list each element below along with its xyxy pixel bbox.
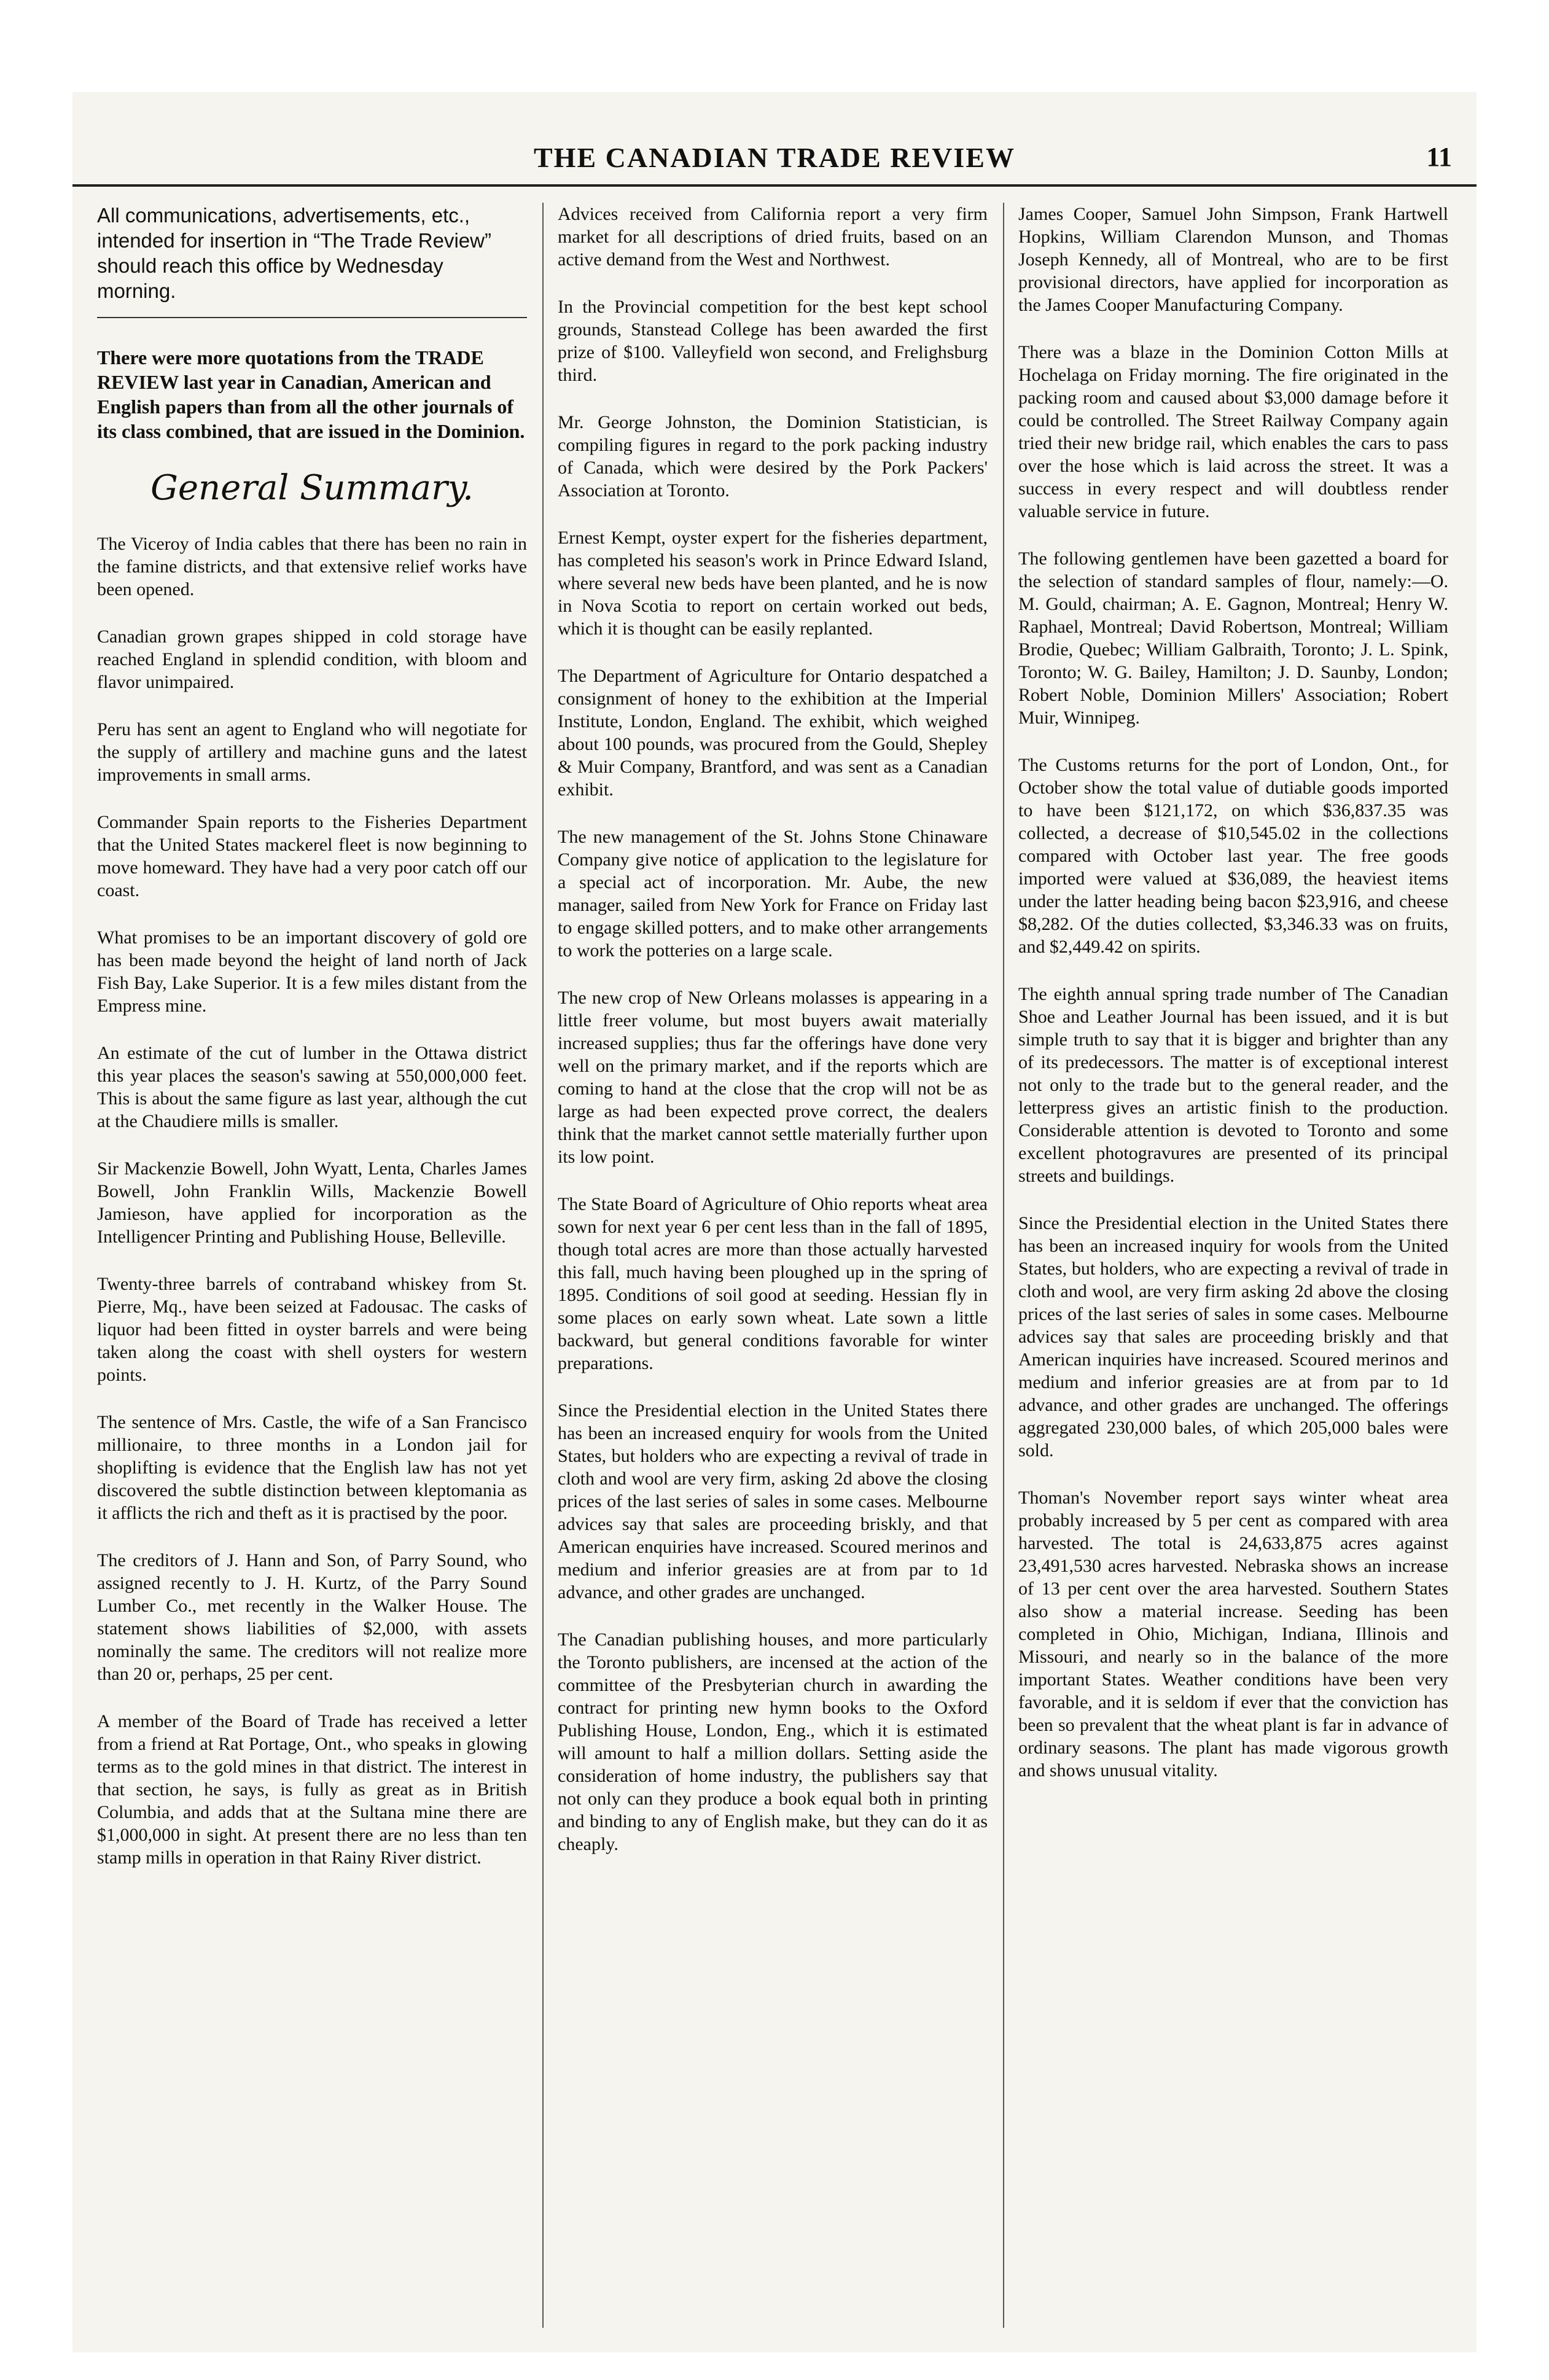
article-paragraph: What promises to be an important discovery of gold ore has been made beyond the height of land north of Jack Fish Bay, Lake Superior. It is a few miles distant from the Empress mine. (97, 927, 527, 1016)
article-paragraph: There was a blaze in the Dominion Cotton Mills at Hochelaga on Friday morning. The fire originated in the packing room and caused about $3,000 damage before it could be controlled. The Street Railway Company again tried their new bridge rail, which enables the cars to pass over the hose which is laid across the street. It was a success in every respect and will doubtless render valuable service in future. (1018, 342, 1448, 521)
masthead (72, 129, 1477, 187)
article-paragraph: The new management of the St. Johns Stone Chinaware Company give notice of application to the legislature for a special act of incorporation. Mr. Aube, the new manager, sailed from New York for France on Friday last to engage skilled potters, and to make other arrangements to work the potteries on a large scale. (558, 827, 988, 961)
article-paragraph: The sentence of Mrs. Castle, the wife of a San Francisco millionaire, to three months in a London jail for shoplifting is evidence that the English law has not yet discovered the subtle distinction between kleptomania as it afflicts the rich and theft as it is practised by the poor. (97, 1412, 527, 1523)
article-paragraph: The following gentlemen have been gazetted a board for the selection of standard samples of flour, namely:—O. M. Gould, chairman; A. E. Gagnon, Montreal; Henry W. Raphael, Montreal; David Robertson, Montreal; William Brodie, Quebec; William Galbraith, Toronto; J. L. Spink, Toronto; W. G. Bailey, Hamilton; J. D. Saunby, London; Robert Noble, Dominion Millers' Association; Robert Muir, Winnipeg. (1018, 548, 1448, 728)
column-rule (542, 203, 544, 2328)
communications-notice: All communications, advertisements, etc., intended for insertion in “The Trade Review” should reach this office by Wednesday morning. (97, 203, 527, 318)
article-paragraph: James Cooper, Samuel John Simpson, Frank Hartwell Hopkins, William Clarendon Munson, and Thomas Joseph Kennedy, all of Montreal, who are to be first provisional directors, have applied for incorporation as the James Cooper Manufacturing Company. (1018, 204, 1448, 315)
article-paragraph: Peru has sent an agent to England who will negotiate for the supply of artillery and machine guns and the latest improvements in small arms. (97, 719, 527, 785)
article-paragraph: Thoman's November report says winter wheat area probably increased by 5 per cent as compared with area harvested. The total is 24,633,875 acres against 23,491,530 acres harvested. Nebraska shows an increase of 13 per cent over the area harvested. Southern States also show a material increase. Seeding has been completed in Ohio, Michigan, Indiana, Illinois and Missouri, and nearly so in the balance of the more important States. Weather conditions have been very favorable, and it is seldom if ever that the conviction has been so prevalent that the wheat plant is far in advance of ordinary seasons. The plant has made vigorous growth and shows unusual vitality. (1018, 1488, 1448, 1781)
article-paragraph: The eighth annual spring trade number of The Canadian Shoe and Leather Journal has been issued, and it is but simple truth to say that it is bigger and brighter than any of its predecessors. The matter is of exceptional interest not only to the trade but to the general reader, and the letterpress gives an artistic finish to the production. Considerable attention is devoted to Toronto and some excellent photogravures are presented of its principal streets and buildings. (1018, 984, 1448, 1186)
article-paragraph: A member of the Board of Trade has received a letter from a friend at Rat Portage, Ont., who speaks in glowing terms as to the gold mines in that district. The interest in that section, he says, is fully as great as in British Columbia, and adds that at the Sultana mine there are $1,000,000 in sight. At present there are no less than ten stamp mills in operation in that Rainy River district. (97, 1711, 527, 1868)
article-paragraph: Advices received from California report a very firm market for all descriptions of dried fruits, based on an active demand from the West and Northwest. (558, 204, 988, 270)
article-paragraph: Twenty-three barrels of contraband whiskey from St. Pierre, Mq., have been seized at Fadousac. The casks of liquor had been fitted in oyster barrels and were being taken along the coast with shell oysters for western points. (97, 1274, 527, 1385)
article-paragraph: The Customs returns for the port of London, Ont., for October show the total value of dutiable goods imported to have been $121,172, on which $36,837.35 was collected, a decrease of $10,545.02 in the collections compared with October last year. The free goods imported were valued at $36,089, the heaviest items under the latter heading being bacon $23,916, and cheese $8,282. Of the duties collected, $3,346.33 was on fruits, and $2,449.42 on spirits. (1018, 755, 1448, 957)
article-paragraph: Since the Presidential election in the United States there has been an increased enquiry for wools from the United States, but holders who are expecting a revival of trade in cloth and wool are very firm, asking 2d above the closing prices of the last series of sales in some cases. Melbourne advices say that sales are proceeding briskly, and that American enquiries have increased. Scoured merinos and medium and inferior greasies are at from par to 1d advance, and other grades are unchanged. (558, 1400, 988, 1602)
article-paragraph: The creditors of J. Hann and Son, of Parry Sound, who assigned recently to J. H. Kurtz, of the Parry Sound Lumber Co., met recently in the Walker House. The statement shows liabilities of $2,000, with assets nominally the same. The creditors will not realize more than 20 or, perhaps, 25 per cent. (97, 1550, 527, 1684)
article-paragraph: Ernest Kempt, oyster expert for the fisheries department, has completed his season's work in Prince Edward Island, where several new beds have been planted, and he is now in Nova Scotia to report on certain worked out beds, which it is thought can be easily replanted. (558, 528, 988, 639)
article-paragraph: Since the Presidential election in the United States there has been an increased inquiry for wools from the United States, but holders, who are expecting a revival of trade in cloth and wool, are very firm asking 2d above the closing prices of the last series of sales in some cases. Melbourne advices say that sales are proceeding briskly and that American inquiries have increased. Scoured merinos and medium and inferior greasies are at from par to 1d advance, and other grades are unchanged. The offerings aggregated 230,000 bales, of which 205,000 bales were sold. (1018, 1213, 1448, 1461)
article-paragraph: The State Board of Agriculture of Ohio reports wheat area sown for next year 6 per cent less than in the fall of 1895, though total acres are more than those actually harvested this fall, much having been ploughed up in the spring of 1895. Conditions of soil good at seeding. Hessian fly in some places on early sown wheat. Late sown a little backward, but general conditions favorable for winter preparations. (558, 1194, 988, 1373)
article-paragraph: The Viceroy of India cables that there has been no rain in the famine districts, and that extensive relief works have been opened. (97, 534, 527, 599)
quotations-promo: There were more quotations from the TRADE REVIEW last year in Canadian, American and English papers than from all the other journals of its class combined, that are issued in the Dominion. (97, 346, 525, 442)
article-paragraph: Commander Spain reports to the Fisheries Department that the United States mackerel fleet is now beginning to move homeward. They have had a very poor catch off our coast. (97, 812, 527, 900)
column-rule (1003, 203, 1004, 2328)
article-paragraph: An estimate of the cut of lumber in the Ottawa district this year places the season's sawing at 550,000,000 feet. This is about the same figure as last year, although the cut at the Chaudiere mills is smaller. (97, 1043, 527, 1131)
article-paragraph: The new crop of New Orleans molasses is appearing in a little freer volume, but most buyers await materially increased supplies; thus far the offerings have done very well on the primary market, and if the reports which are coming to hand at the close that the crop will not be as large as had been expected prove correct, the dealers think that the market cannot settle materially further upon its low point. (558, 988, 988, 1167)
column-1 (97, 203, 527, 2340)
article-paragraph: The Canadian publishing houses, and more particularly the Toronto publishers, are incensed at the action of the committee of the Presbyterian church in awarding the contract for printing new hymn books to the Oxford Publishing House, London, Eng., which it is estimated will amount to half a million dollars. Setting aside the consideration of home industry, the publishers say that not only can they produce a book equal both in printing and binding to any of English make, but they can do it as cheaply. (558, 1629, 988, 1854)
column-3 (1018, 203, 1448, 2340)
article-paragraph: Canadian grown grapes shipped in cold storage have reached England in splendid condition, with bloom and flavor unimpaired. (97, 626, 527, 692)
article-paragraph: Mr. George Johnston, the Dominion Statistician, is compiling figures in regard to the pork packing industry of Canada, which were desired by the Pork Packers' Association at Toronto. (558, 412, 988, 501)
page-number: 11 (1426, 142, 1452, 172)
newspaper-page (72, 92, 1477, 2352)
publication-title: THE CANADIAN TRADE REVIEW (534, 142, 1015, 173)
article-paragraph: The Department of Agriculture for Ontario despatched a consignment of honey to the exhibition at the Imperial Institute, London, England. The exhibit, which weighed about 100 pounds, was procured from the Gould, Shepley & Muir Company, Brantford, and was sent as a Canadian exhibit. (558, 666, 988, 800)
section-heading: General Summary. (150, 468, 474, 508)
article-paragraph: Sir Mackenzie Bowell, John Wyatt, Lenta, Charles James Bowell, John Franklin Wills, Mackenzie Bowell Jamieson, have applied for incorporation as the Intelligencer Printing and Publishing House, Belleville. (97, 1158, 527, 1247)
column-2 (558, 203, 988, 2340)
article-paragraph: In the Provincial competition for the best kept school grounds, Stanstead College has been awarded the first prize of $100. Valleyfield won second, and Frelighsburg third. (558, 297, 988, 385)
